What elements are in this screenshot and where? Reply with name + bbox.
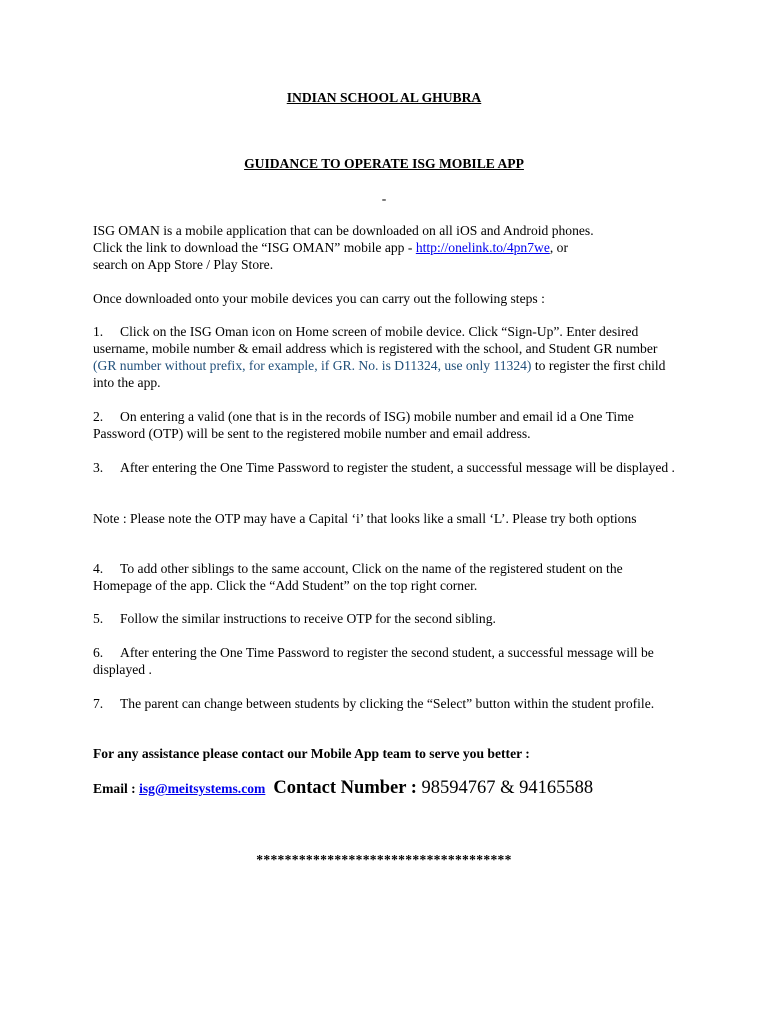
contact-line xyxy=(93,780,693,797)
otp-note: Note : Please note the OTP may have a Capital ‘i’ that looks like a small ‘L’. Please try both options xyxy=(93,511,637,526)
step-2 xyxy=(93,408,675,442)
step-7 xyxy=(93,695,675,712)
intro-line-2-suffix: , or xyxy=(549,240,568,255)
step-5 xyxy=(93,610,675,627)
step-5-text: Follow the similar instructions to receive OTP for the second sibling. xyxy=(120,611,496,626)
step-6-number: 6. xyxy=(93,645,104,660)
separator: - xyxy=(381,191,387,206)
footer-stars: ************************************ xyxy=(256,852,512,867)
step-1-text-b: to register the first child into the app. xyxy=(93,358,666,390)
document-title: GUIDANCE TO OPERATE ISG MOBILE APP xyxy=(244,156,524,171)
step-5-number: 5. xyxy=(93,611,104,626)
assistance-line: For any assistance please contact our Mobile App team to serve you better : xyxy=(93,746,530,761)
contact-number-label: Contact Number : xyxy=(273,778,422,798)
email-label: Email : xyxy=(93,781,140,796)
intro-line-1: ISG OMAN is a mobile application that can be downloaded on all iOS and Android phones. xyxy=(93,223,594,238)
step-1-text-a: Click on the ISG Oman icon on Home screen of mobile device. Click “Sign-Up”. Enter desired username, mobile number & email address which is registered with the school, and Student GR number xyxy=(93,324,658,356)
intro-line-2-prefix: Click the link to download the “ISG OMAN” mobile app - xyxy=(93,240,416,255)
contact-numbers: 98594767 & 94165588 xyxy=(421,778,594,798)
school-name-heading: INDIAN SCHOOL AL GHUBRA xyxy=(286,90,482,105)
step-3 xyxy=(93,459,675,476)
step-1-number: 1. xyxy=(93,324,104,339)
step-4-number: 4. xyxy=(93,561,104,576)
email-link[interactable]: isg@meitsystems.com xyxy=(139,781,266,796)
step-6-text: After entering the One Time Password to register the second student, a successful message will be displayed . xyxy=(93,645,654,677)
step-7-text: The parent can change between students by clicking the “Select” button within the student profile. xyxy=(120,696,655,711)
step-2-text: On entering a valid (one that is in the records of ISG) mobile number and email id a One Time Password (OTP) will be sent to the registered mobile number and email address. xyxy=(93,409,634,441)
intro-paragraph xyxy=(93,222,675,273)
step-3-text: After entering the One Time Password to register the student, a successful message will be displayed . xyxy=(120,460,675,475)
download-link[interactable]: http://onelink.to/4pn7we xyxy=(415,240,550,255)
step-4 xyxy=(93,560,675,594)
step-1-gr-note: (GR number without prefix, for example, if GR. No. is D11324, use only 11324) xyxy=(93,358,532,373)
step-4-text: To add other siblings to the same account, Click on the name of the registered student on the Homepage of the app. Click the “Add Student” on the top right corner. xyxy=(93,561,623,593)
step-6 xyxy=(93,644,675,678)
intro-line-3: search on App Store / Play Store. xyxy=(93,257,274,272)
step-7-number: 7. xyxy=(93,696,104,711)
step-3-number: 3. xyxy=(93,460,104,475)
steps-intro: Once downloaded onto your mobile devices you can carry out the following steps : xyxy=(93,291,545,306)
step-2-number: 2. xyxy=(93,409,104,424)
step-1 xyxy=(93,323,675,391)
